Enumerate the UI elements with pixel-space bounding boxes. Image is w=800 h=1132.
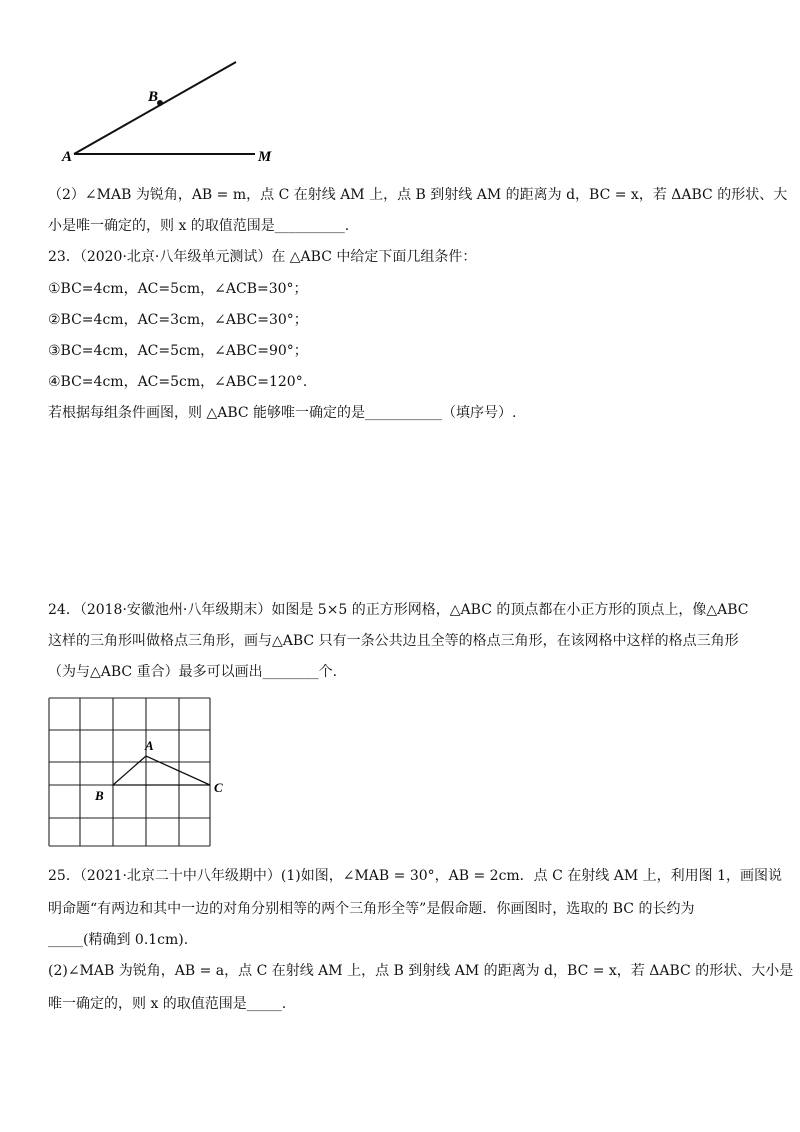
q24-line3: （为与△ABC 重合）最多可以画出________个.: [48, 664, 338, 680]
grid-lines: [49, 698, 210, 846]
label-b: B: [148, 89, 159, 105]
q23-option-4: ④BC=4cm，AC=5cm，∠ABC=120°.: [48, 374, 308, 390]
q25-line2: 明命题“有两边和其中一边的对角分别相等的两个三角形全等”是假命题．你画图时，选取的 BC 的长约为: [48, 901, 695, 917]
grid-label-c: C: [214, 780, 223, 795]
q23-option-2: ②BC=4cm，AC=3cm，∠ABC=30°；: [48, 312, 308, 328]
triangle-abc: [113, 756, 210, 785]
label-a: A: [62, 149, 73, 165]
q25-line3: _____(精确到 0.1cm).: [48, 932, 189, 948]
q24-line1: 24．（2018·安徽池州·八年级期末）如图是 5×5 的正方形网格，△ABC 的顶点都在小正方形的顶点上，像△ABC: [48, 602, 749, 618]
q25-line4: (2)∠MAB 为锐角，AB = a，点 C 在射线 AM 上，点 B 到射线 AM 的距离为 d，BC = x，若 ΔABC 的形状、大小是: [48, 963, 794, 979]
ray-figure: [50, 55, 290, 170]
q23-stem: 23．（2020·北京·八年级单元测试）在 △ABC 中给定下面几组条件：: [48, 249, 477, 265]
grid-figure: [40, 690, 240, 855]
q23-ask: 若根据每组条件画图，则 △ABC 能够唯一确定的是___________（填序号）.: [48, 405, 517, 421]
q25-line5: 唯一确定的，则 x 的取值范围是_____.: [48, 996, 287, 1012]
q23-option-1: ①BC=4cm，AC=5cm，∠ACB=30°；: [48, 281, 308, 297]
q23-option-3: ③BC=4cm，AC=5cm，∠ABC=90°；: [48, 343, 308, 359]
q22-part2-line1: （2）∠MAB 为锐角，AB = m，点 C 在射线 AM 上，点 B 到射线 AM 的距离为 d，BC = x，若 ΔABC 的形状、大: [48, 187, 788, 203]
q24-line2: 这样的三角形叫做格点三角形，画与△ABC 只有一条公共边且全等的格点三角形，在该网格中这样的格点三角形: [48, 633, 739, 649]
label-m: M: [258, 149, 272, 165]
q25-line1: 25．（2021·北京二十中八年级期中）(1)如图，∠MAB = 30°，AB = 2cm．点 C 在射线 AM 上，利用图 1，画图说: [48, 868, 783, 884]
q22-part2-line2: 小是唯一确定的，则 x 的取值范围是__________.: [48, 218, 350, 234]
grid-label-b: B: [95, 788, 104, 803]
ray-ab: [74, 62, 236, 154]
grid-label-a: A: [145, 738, 154, 753]
